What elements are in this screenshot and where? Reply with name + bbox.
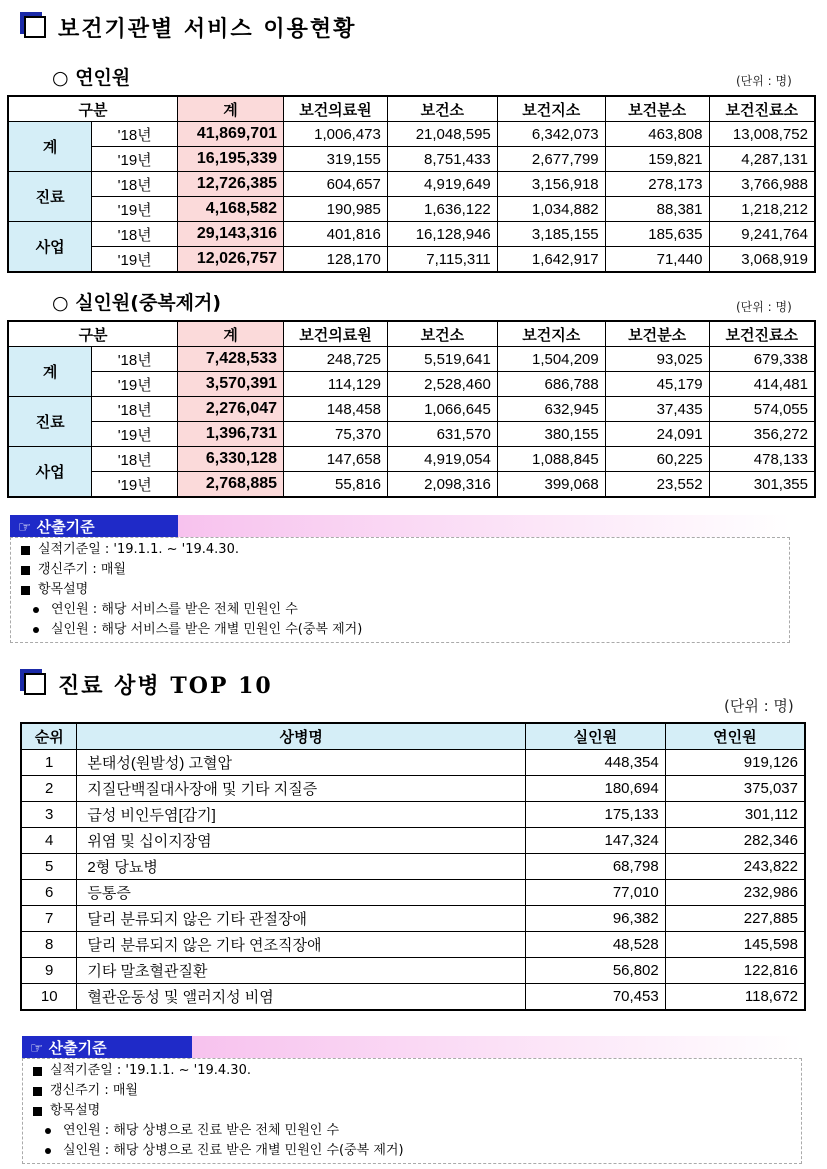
table-row (8, 472, 815, 498)
table-row (21, 958, 805, 984)
column-header: 보건지소 (497, 321, 605, 347)
column-header: 계 (178, 96, 284, 122)
value-cell: 45,179 (605, 372, 709, 397)
column-header: 순위 (21, 723, 77, 750)
header-row (21, 723, 805, 750)
rank-cell: 3 (21, 802, 77, 828)
value-cell: 604,657 (283, 172, 387, 197)
column-header: 실인원 (525, 723, 665, 750)
rank-cell: 2 (21, 776, 77, 802)
rank-cell: 9 (21, 958, 77, 984)
value-cell: 8,751,433 (387, 147, 497, 172)
value-cell: 2,098,316 (387, 472, 497, 498)
disease-name-cell: 혈관운동성 및 앨러지성 비염 (77, 984, 526, 1011)
table-row (21, 828, 805, 854)
column-header: 구분 (8, 96, 178, 122)
calc-block-2 (22, 1036, 802, 1164)
section2-title: 진료 상병 TOP 10 (58, 673, 273, 699)
top10-table (20, 722, 806, 1011)
disease-name-cell: 지질단백질대사장애 및 기타 지질증 (77, 776, 526, 802)
rank-cell: 4 (21, 828, 77, 854)
disease-name-cell: 위염 및 십이지장염 (77, 828, 526, 854)
total-cell: 2,768,885 (178, 472, 284, 498)
value-cell: 574,055 (709, 397, 815, 422)
value-cell: 1,504,209 (497, 347, 605, 372)
value-cell: 1,006,473 (283, 122, 387, 147)
calc2-line-2: 갱신주기 : 매월 (50, 1083, 138, 1098)
value-cell: 147,658 (284, 447, 388, 472)
value-cell: 319,155 (283, 147, 387, 172)
column-header: 보건의료원 (284, 321, 388, 347)
sil-unit: (단위 : 명) (736, 300, 792, 314)
dot-bullet-icon (33, 627, 39, 633)
table-row (21, 776, 805, 802)
yeon-cell: 301,112 (665, 802, 805, 828)
value-cell: 37,435 (605, 397, 709, 422)
disease-name-cell: 달리 분류되지 않은 기타 연조직장애 (77, 932, 526, 958)
calc-box-1 (10, 537, 790, 643)
yeon-table (7, 95, 816, 273)
value-cell: 7,115,311 (387, 247, 497, 273)
yeon-cell: 227,885 (665, 906, 805, 932)
calc-box-2 (22, 1058, 802, 1164)
year-cell: '18년 (92, 397, 178, 422)
calc-header-1: ☞ 산출기준 (10, 515, 178, 537)
calc-header-2: ☞ 산출기준 (22, 1036, 192, 1058)
total-cell: 7,428,533 (178, 347, 284, 372)
column-header: 보건소 (387, 321, 497, 347)
year-cell: '18년 (92, 172, 178, 197)
table-row (8, 122, 815, 147)
sil-cell: 48,528 (525, 932, 665, 958)
rank-cell: 8 (21, 932, 77, 958)
calc-line-2: 갱신주기 : 매월 (38, 562, 126, 577)
section-title-box-icon (24, 16, 46, 38)
square-bullet-icon (33, 1107, 42, 1116)
value-cell: 3,766,988 (709, 172, 815, 197)
total-cell: 12,026,757 (178, 247, 284, 273)
value-cell: 13,008,752 (709, 122, 815, 147)
value-cell: 2,677,799 (497, 147, 605, 172)
value-cell: 148,458 (284, 397, 388, 422)
value-cell: 4,919,054 (387, 447, 497, 472)
yeon-cell: 232,986 (665, 880, 805, 906)
header-row (8, 96, 815, 122)
group-label: 계 (8, 122, 92, 172)
column-header: 계 (178, 321, 284, 347)
value-cell: 4,919,649 (387, 172, 497, 197)
square-bullet-icon (33, 1087, 42, 1096)
value-cell: 631,570 (387, 422, 497, 447)
value-cell: 380,155 (497, 422, 605, 447)
total-cell: 29,143,316 (178, 222, 284, 247)
yeon-subtitle: ○ 연인원 (52, 67, 131, 89)
total-cell: 1,396,731 (178, 422, 284, 447)
table-row (8, 197, 815, 222)
rank-cell: 6 (21, 880, 77, 906)
value-cell: 71,440 (605, 247, 709, 273)
calc-bullet-1: 연인원 : 해당 서비스를 받은 전체 민원인 수 (51, 602, 298, 617)
yeon-cell: 919,126 (665, 750, 805, 776)
column-header: 보건분소 (605, 321, 709, 347)
table-row (8, 247, 815, 273)
table-row (21, 802, 805, 828)
value-cell: 6,342,073 (497, 122, 605, 147)
table-row (21, 906, 805, 932)
disease-name-cell: 2형 당뇨병 (77, 854, 526, 880)
table-row (8, 397, 815, 422)
disease-name-cell: 기타 말초혈관질환 (77, 958, 526, 984)
value-cell: 16,128,946 (387, 222, 497, 247)
sil-cell: 68,798 (525, 854, 665, 880)
yeon-cell: 145,598 (665, 932, 805, 958)
column-header: 상병명 (77, 723, 526, 750)
sil-cell: 96,382 (525, 906, 665, 932)
disease-name-cell: 등통증 (77, 880, 526, 906)
table-row (21, 932, 805, 958)
year-cell: '18년 (92, 347, 178, 372)
total-cell: 6,330,128 (178, 447, 284, 472)
rank-cell: 5 (21, 854, 77, 880)
yeon-cell: 122,816 (665, 958, 805, 984)
calc2-line-1: 실적기준일 : '19.1.1. ~ '19.4.30. (50, 1063, 251, 1078)
rank-cell: 10 (21, 984, 77, 1011)
table-row (8, 347, 815, 372)
group-label: 사업 (8, 222, 92, 273)
value-cell: 1,034,882 (497, 197, 605, 222)
calc2-bullet-2: 실인원 : 해당 상병으로 진료 받은 개별 민원인 수(중복 제거) (63, 1143, 404, 1158)
total-cell: 2,276,047 (178, 397, 284, 422)
value-cell: 114,129 (284, 372, 388, 397)
value-cell: 88,381 (605, 197, 709, 222)
total-cell: 41,869,701 (178, 122, 284, 147)
table-row (8, 422, 815, 447)
value-cell: 399,068 (497, 472, 605, 498)
value-cell: 1,642,917 (497, 247, 605, 273)
column-header: 보건분소 (605, 96, 709, 122)
disease-name-cell: 본태성(원발성) 고혈압 (77, 750, 526, 776)
calc-block-1 (10, 515, 790, 643)
calc2-line-3: 항목설명 (50, 1103, 101, 1118)
value-cell: 3,185,155 (497, 222, 605, 247)
value-cell: 2,528,460 (387, 372, 497, 397)
yeon-unit: (단위 : 명) (736, 74, 792, 88)
value-cell: 4,287,131 (709, 147, 815, 172)
sil-cell: 448,354 (525, 750, 665, 776)
table-row (8, 147, 815, 172)
table-row (21, 750, 805, 776)
value-cell: 23,552 (605, 472, 709, 498)
column-header: 보건지소 (497, 96, 605, 122)
sil-cell: 175,133 (525, 802, 665, 828)
value-cell: 9,241,764 (709, 222, 815, 247)
year-cell: '18년 (92, 222, 178, 247)
value-cell: 3,068,919 (709, 247, 815, 273)
header-row (8, 321, 815, 347)
column-header: 구분 (8, 321, 178, 347)
sil-cell: 147,324 (525, 828, 665, 854)
value-cell: 278,173 (605, 172, 709, 197)
value-cell: 248,725 (284, 347, 388, 372)
total-cell: 12,726,385 (178, 172, 284, 197)
disease-name-cell: 달리 분류되지 않은 기타 관절장애 (77, 906, 526, 932)
column-header: 보건진료소 (709, 96, 815, 122)
table-row (21, 880, 805, 906)
dot-bullet-icon (33, 607, 39, 613)
year-cell: '19년 (92, 147, 178, 172)
table-row (8, 172, 815, 197)
square-bullet-icon (33, 1067, 42, 1076)
rank-cell: 7 (21, 906, 77, 932)
value-cell: 686,788 (497, 372, 605, 397)
value-cell: 3,156,918 (497, 172, 605, 197)
sil-cell: 77,010 (525, 880, 665, 906)
rank-cell: 1 (21, 750, 77, 776)
group-label: 계 (8, 347, 92, 397)
section2-title-box-icon (24, 673, 46, 695)
table-row (21, 984, 805, 1011)
disease-name-cell: 급성 비인두염[감기] (77, 802, 526, 828)
value-cell: 632,945 (497, 397, 605, 422)
value-cell: 356,272 (709, 422, 815, 447)
value-cell: 185,635 (605, 222, 709, 247)
calc-line-3: 항목설명 (38, 582, 89, 597)
value-cell: 1,218,212 (709, 197, 815, 222)
dot-bullet-icon (45, 1128, 51, 1134)
column-header: 보건의료원 (283, 96, 387, 122)
table-row (8, 372, 815, 397)
value-cell: 24,091 (605, 422, 709, 447)
calc2-bullet-1: 연인원 : 해당 상병으로 진료 받은 전체 민원인 수 (63, 1123, 340, 1138)
table-row (8, 447, 815, 472)
sil-table (7, 320, 816, 498)
square-bullet-icon (21, 566, 30, 575)
value-cell: 401,816 (283, 222, 387, 247)
column-header: 보건진료소 (709, 321, 815, 347)
value-cell: 21,048,595 (387, 122, 497, 147)
yeon-cell: 282,346 (665, 828, 805, 854)
total-cell: 4,168,582 (178, 197, 284, 222)
yeon-cell: 118,672 (665, 984, 805, 1011)
calc-bullet-2: 실인원 : 해당 서비스를 받은 개별 민원인 수(중복 제거) (51, 622, 363, 637)
year-cell: '18년 (92, 122, 178, 147)
table-row (21, 854, 805, 880)
column-header: 보건소 (387, 96, 497, 122)
dot-bullet-icon (45, 1148, 51, 1154)
value-cell: 1,066,645 (387, 397, 497, 422)
year-cell: '19년 (92, 372, 178, 397)
group-label: 진료 (8, 172, 92, 222)
column-header: 연인원 (665, 723, 805, 750)
section-title: 보건기관별 서비스 이용현황 (58, 16, 357, 42)
value-cell: 128,170 (283, 247, 387, 273)
table-row (8, 222, 815, 247)
square-bullet-icon (21, 546, 30, 555)
value-cell: 414,481 (709, 372, 815, 397)
group-label: 진료 (8, 397, 92, 447)
value-cell: 190,985 (283, 197, 387, 222)
value-cell: 478,133 (709, 447, 815, 472)
total-cell: 3,570,391 (178, 372, 284, 397)
year-cell: '19년 (92, 472, 178, 498)
year-cell: '19년 (92, 422, 178, 447)
top10-unit: (단위 : 명) (724, 697, 794, 715)
group-label: 사업 (8, 447, 92, 498)
sil-cell: 180,694 (525, 776, 665, 802)
value-cell: 159,821 (605, 147, 709, 172)
calc-line-1: 실적기준일 : '19.1.1. ~ '19.4.30. (38, 542, 239, 557)
yeon-cell: 243,822 (665, 854, 805, 880)
sil-subtitle: ○ 실인원(중복제거) (52, 292, 222, 314)
value-cell: 679,338 (709, 347, 815, 372)
value-cell: 60,225 (605, 447, 709, 472)
year-cell: '18년 (92, 447, 178, 472)
sil-cell: 56,802 (525, 958, 665, 984)
value-cell: 75,370 (284, 422, 388, 447)
total-cell: 16,195,339 (178, 147, 284, 172)
value-cell: 5,519,641 (387, 347, 497, 372)
year-cell: '19년 (92, 247, 178, 273)
value-cell: 1,088,845 (497, 447, 605, 472)
value-cell: 1,636,122 (387, 197, 497, 222)
sil-cell: 70,453 (525, 984, 665, 1011)
value-cell: 93,025 (605, 347, 709, 372)
value-cell: 301,355 (709, 472, 815, 498)
value-cell: 55,816 (284, 472, 388, 498)
value-cell: 463,808 (605, 122, 709, 147)
yeon-cell: 375,037 (665, 776, 805, 802)
year-cell: '19년 (92, 197, 178, 222)
square-bullet-icon (21, 586, 30, 595)
